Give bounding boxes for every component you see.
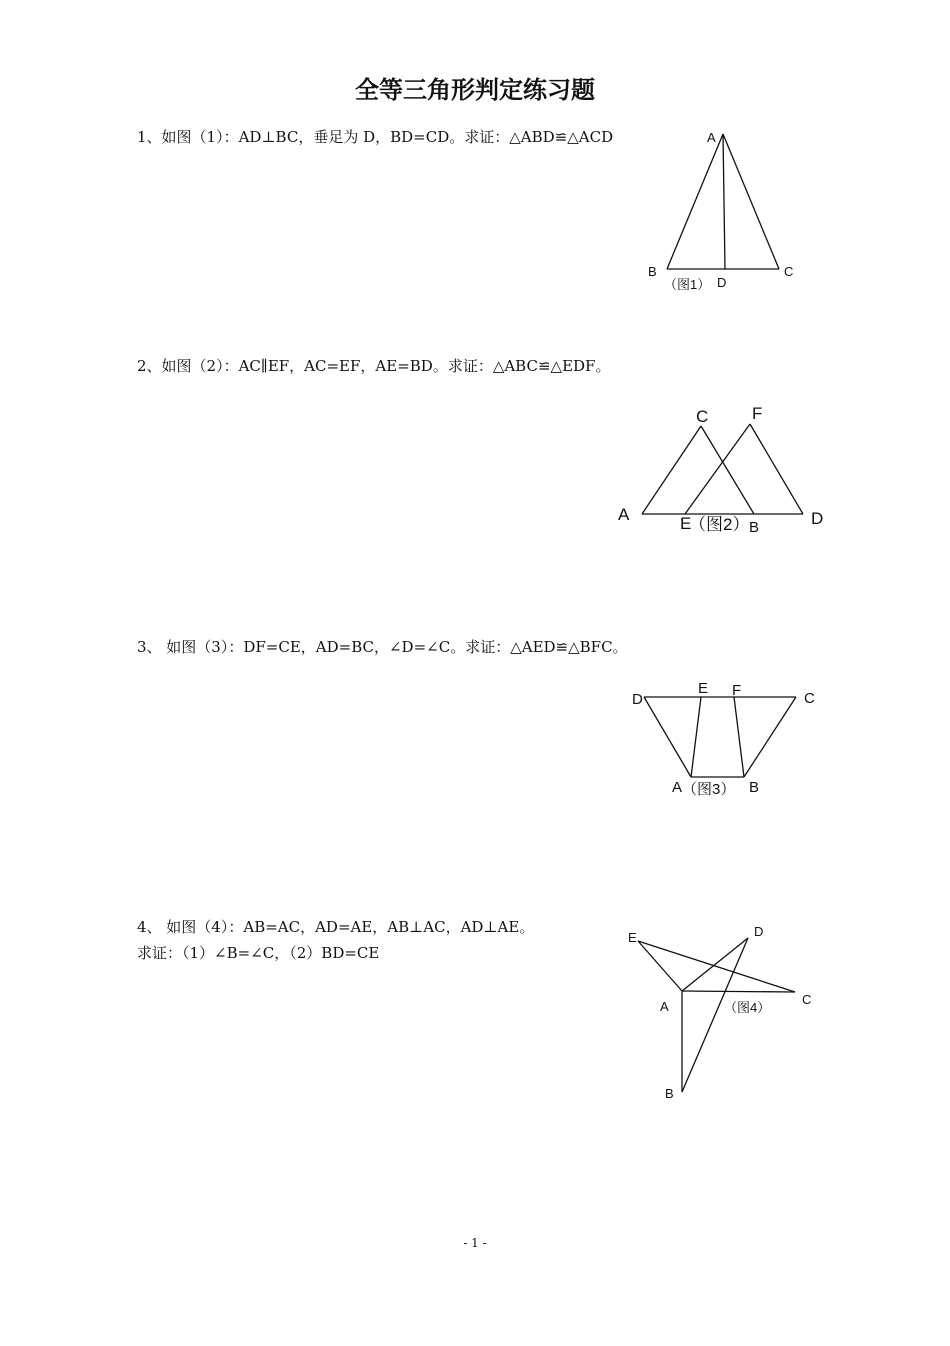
point-label-e: E: [680, 514, 692, 533]
segment-bf: [734, 697, 744, 777]
figure-4: [620, 920, 820, 1110]
point-label-c: C: [696, 407, 709, 426]
point-label-d: D: [632, 691, 643, 708]
segment-cb: [701, 426, 754, 514]
point-label-b: B: [648, 264, 657, 279]
segment-ad: [682, 938, 748, 991]
figure-caption: （图4）: [724, 1000, 771, 1015]
point-label-c: C: [802, 992, 812, 1007]
point-label-f: F: [752, 404, 763, 423]
point-label-a: A: [660, 999, 669, 1014]
point-label-a: A: [618, 505, 630, 524]
segment-cb: [744, 697, 796, 777]
point-label-c: C: [804, 690, 815, 707]
point-label-f: F: [732, 682, 742, 699]
point-label-b: B: [749, 519, 760, 536]
segment-bd: [682, 938, 748, 1092]
point-label-b: B: [665, 1086, 674, 1101]
point-label-a: A: [707, 130, 716, 145]
segment-ef: [685, 424, 750, 514]
segment-ec: [638, 941, 795, 992]
point-label-d: D: [754, 924, 764, 939]
segment-ac: [642, 426, 701, 514]
question-4-text: 4、 如图（4）：AB=AC，AD=AE，AB⊥AC，AD⊥AE。: [137, 918, 535, 936]
page-title: 全等三角形判定练习题: [355, 76, 595, 104]
figure-caption: （图3）: [682, 781, 736, 798]
figure-3: [620, 670, 830, 805]
point-label-c: C: [784, 264, 794, 279]
page-number: - 1 -: [463, 1236, 487, 1250]
point-label-d: D: [811, 509, 824, 528]
figure-2: [610, 400, 830, 545]
segment-ac: [723, 134, 779, 269]
figure-caption: （图1）: [664, 277, 711, 292]
point-label-e: E: [698, 680, 709, 697]
segment-ad: [723, 134, 725, 269]
segment-ab: [667, 134, 723, 269]
question-1-text: 1、如图（1）：AD⊥BC，垂足为 D，BD=CD。求证：△ABD≌△ACD: [137, 128, 614, 146]
point-label-e: E: [628, 930, 637, 945]
segment-ae: [691, 697, 701, 777]
segment-da: [644, 697, 691, 777]
point-label-b: B: [749, 779, 760, 796]
question-2-text: 2、如图（2）：AC∥EF，AC=EF，AE=BD。求证：△ABC≌△EDF。: [137, 357, 611, 375]
question-3-text: 3、 如图（3）：DF=CE，AD=BC，∠D=∠C。求证：△AED≌△BFC。: [137, 638, 628, 656]
point-label-d: D: [717, 275, 727, 290]
question-4-prove-text: 求证：（1）∠B=∠C，（2）BD=CE: [137, 944, 380, 962]
segment-ac: [682, 991, 795, 992]
point-label-a: A: [672, 779, 683, 796]
figure-1: [640, 120, 810, 300]
segment-fd: [750, 424, 803, 514]
figure-caption: （图2）: [689, 515, 750, 534]
